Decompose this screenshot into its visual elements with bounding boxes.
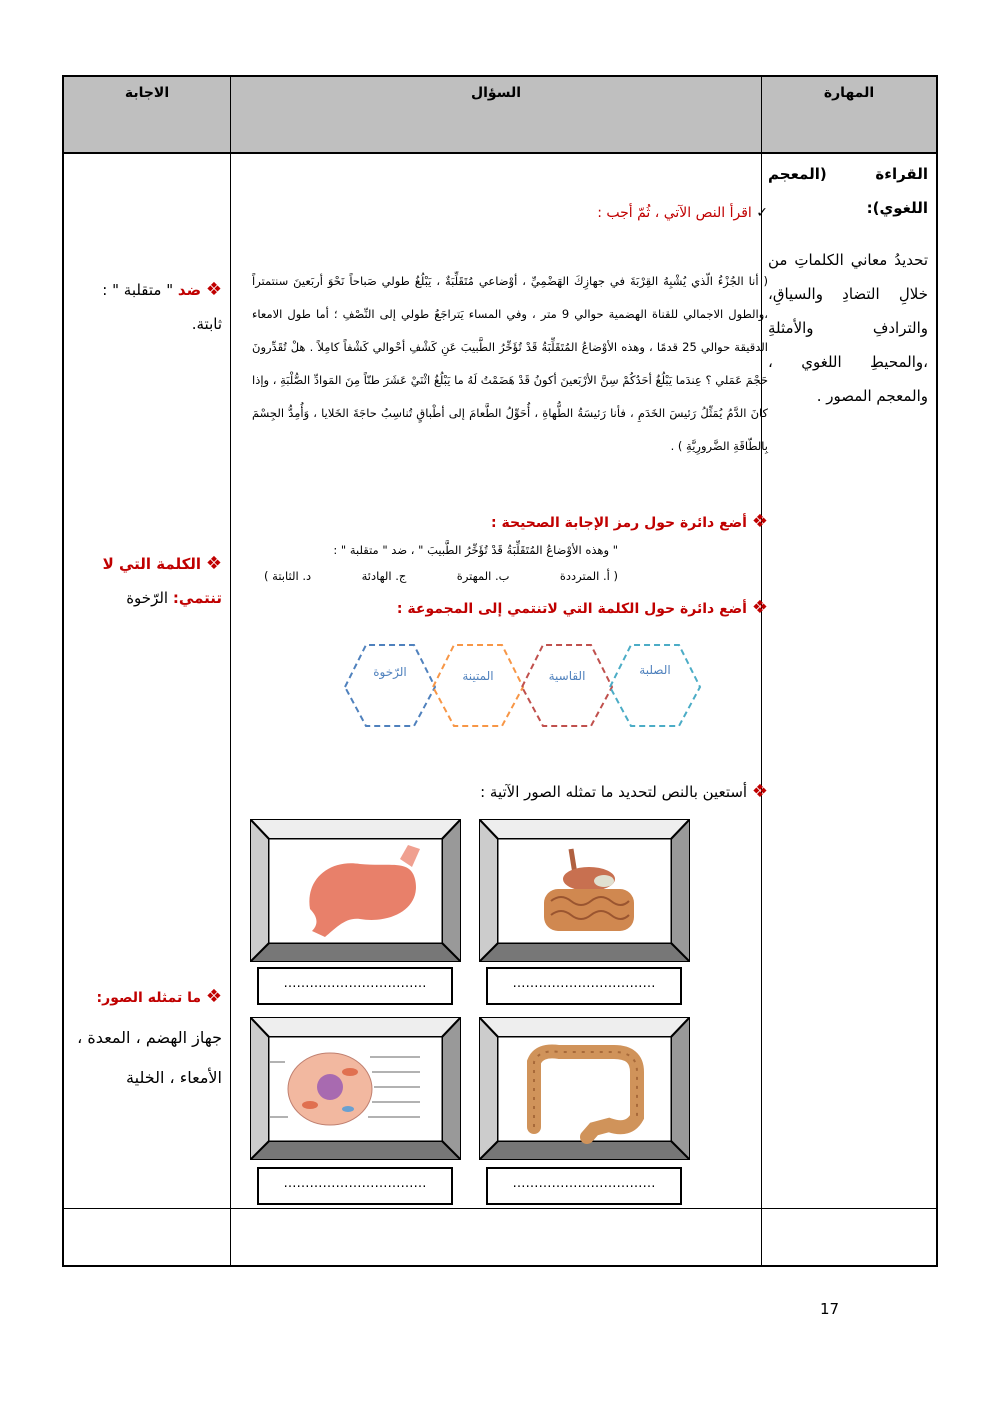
q3-title xyxy=(252,781,768,802)
diamond-bullet-icon: ❖ xyxy=(205,553,222,574)
q1-title xyxy=(252,511,768,532)
hexagon-word[interactable] xyxy=(610,645,700,726)
col-divider xyxy=(230,77,231,1265)
worksheet-table xyxy=(62,75,938,1267)
skill-body: تحديدُ معاني الكلماتِ من خلالِ التضادِ والسياقِ، والترادفِ والأمثلةِ ،والمحيطِ اللغوي ، والمعجم المصور . xyxy=(768,251,928,405)
instruction-text: اقرأ النص الآتي ، ثُمّ أجب : xyxy=(597,205,752,221)
page-number: 17 xyxy=(820,1300,840,1318)
picture-frame-cell xyxy=(250,1017,461,1160)
answer-blank-2[interactable]: …………………………… xyxy=(486,967,682,1005)
q1-title-text: أضع دائرة حول رمز الإجابة الصحيحة : xyxy=(491,515,747,531)
answer-blank-1[interactable]: …………………………… xyxy=(257,967,453,1005)
answer-2-label: الكلمة التي لا تنتمي: xyxy=(102,555,222,607)
answer-3-label: ما تمثله الصور: xyxy=(96,990,202,1006)
col-divider xyxy=(761,77,762,1265)
answer-2-text: الرّخوة xyxy=(126,589,169,607)
q1-option-b[interactable]: ب. المهترة xyxy=(456,569,510,583)
hexagon-word[interactable] xyxy=(433,645,523,726)
diamond-bullet-icon: ❖ xyxy=(751,781,768,802)
hex-word-3: المتينة xyxy=(462,669,494,683)
q2-title xyxy=(252,597,768,618)
hex-word-2: القاسية xyxy=(548,669,586,683)
picture-frame-digestive xyxy=(479,819,690,962)
q1-options xyxy=(264,569,618,583)
hex-word-1: الصلبة xyxy=(639,663,671,677)
header-answer: الاجابة xyxy=(124,85,170,101)
header-question: السؤال xyxy=(470,85,522,101)
hexagon-group xyxy=(342,642,712,732)
answer-1-label: ضد xyxy=(177,281,202,299)
header-skill: المهارة xyxy=(823,85,875,101)
diamond-bullet-icon: ❖ xyxy=(751,511,768,532)
answer-blank-3[interactable]: …………………………… xyxy=(257,1167,453,1205)
hexagon-word[interactable] xyxy=(345,645,435,726)
instruction xyxy=(252,205,768,221)
hexagon-word[interactable] xyxy=(522,645,612,726)
answer-2 xyxy=(72,547,222,615)
answer-1 xyxy=(72,273,222,341)
diamond-bullet-icon: ❖ xyxy=(751,597,768,618)
answer-blank-4[interactable]: …………………………… xyxy=(486,1167,682,1205)
answer-3 xyxy=(72,977,222,1098)
hex-word-4: الرّخوة xyxy=(373,665,407,679)
diamond-bullet-icon: ❖ xyxy=(205,986,222,1007)
picture-frame-intestine xyxy=(479,1017,690,1160)
q1-option-d[interactable]: د. الثابتة ) xyxy=(264,569,312,583)
q1-stem: " وهذه الأوْضاعُ المُتَقَلِّبَةُ قَدْ تُؤَخِّرُ الطَّبيبَ " ، ضد " متقلبة " : xyxy=(333,543,618,557)
answer-1-text: " متقلبة " : ثابتة. xyxy=(102,281,222,333)
check-icon: ✓ xyxy=(756,205,768,221)
q3-title-text: أستعين بالنص لتحديد ما تمثله الصور الآتية : xyxy=(480,783,748,801)
answer-3-text: جهاز الهضم ، المعدة ، الأمعاء ، الخلية xyxy=(77,1028,222,1087)
passage: ( أنا الجُزْءُ الّذي يُشْبِهُ القِرْبَةَ في جهازِكَ الهَضْمِيِّ ، أوْضاعي مُتَقَلِّبَةٌ ، يَبْلُغُ طولي صَباحاً نَحْوَ أربَعينَ سنتمتراً ،والطول الاجمالي للقناة الهضمية حوالي 9 متر ، وفي المساء يَتراجَعُ طولي إلى النِّصْفِ ؛ أما طول الامعاء الدقيقة حوالي 25 قدمًا ، وهذه الأوْضاعُ المُتَقَلِّبَةُ قَدْ تُؤَخِّرُ الطَّبيبَ عَنِ كَشْفِ أحْوالي كَشْفاً كامِلاً . هلْ تُقَدِّرونَ حَجْمَ عَمَلي ؟ عِندَما يَبْلُغُ أحَدُكُمْ سِنَّ الأرْبَعينَ أكونُ قَدْ هَضَمْتُ لَهُ ما يَبْلُغُ اثْنَيْ عَشَرَ طنّاً مِنَ المَوادِّ الصُّلْبَةِ ، وإذا كانَ الدَّمُ يُمَثِّلُ رَئيسَ الخَدَمِ ، فأنا رَئيسَةُ الطُّهاةِ ، أُحَوِّلُ الطَّعامَ إلى أطْباقٍ تُناسِبُ حاجَةَ الخَلايا ، وَأُمِدُّ الجِسْمَ بِالطّاقَةِ الضَّرورِيَّةِ ) . xyxy=(252,274,769,453)
picture-frame-stomach xyxy=(250,819,461,962)
diamond-bullet-icon: ❖ xyxy=(205,279,222,300)
q1-option-c[interactable]: ج. الهادئة xyxy=(361,569,407,583)
q2-title-text: أضع دائرة حول الكلمة التي لاتنتمي إلى المجموعة : xyxy=(396,601,747,617)
skill-title: القراءة (المعجم اللغوي): xyxy=(768,165,928,217)
q1-option-a[interactable]: ( أ. المترددة xyxy=(559,569,618,583)
row-divider xyxy=(64,1208,936,1209)
